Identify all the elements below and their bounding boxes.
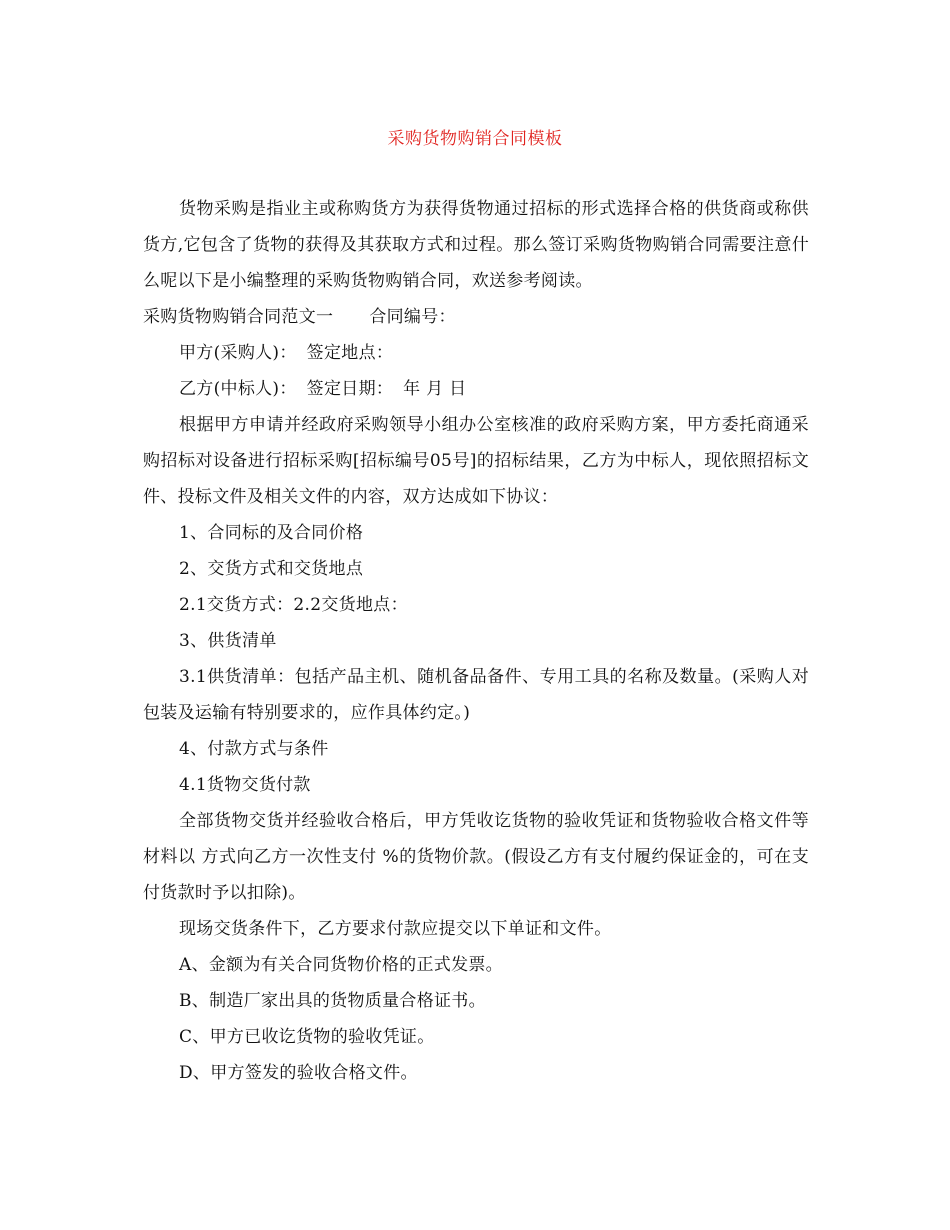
- document-item-c: C、甲方已收讫货物的验收凭证。: [179, 1027, 435, 1047]
- contract-number-label: 合同编号：: [369, 307, 456, 327]
- clause-4: 4、付款方式与条件: [179, 739, 329, 759]
- document-body: [143, 191, 809, 1091]
- party-a-line: [143, 335, 809, 371]
- intro-paragraph: 货物采购是指业主或称购货方为获得货物通过招标的形式选择合格的供货商或称供货方,它包含了货物的获得及其获取方式和过程。那么签订采购货物购销合同需要注意什么呢以下是小编整理的采购货物购销合同，欢送参考阅读。: [143, 199, 809, 291]
- party-b-line: [143, 371, 809, 407]
- document-item-d: D、甲方签发的验收合格文件。: [179, 1063, 418, 1083]
- basis-paragraph: 根据甲方申请并经政府采购领导小组办公室核准的政府采购方案，甲方委托商通采购招标对设备进行招标采购[招标编号05号]的招标结果，乙方为中标人，现依照招标文件、投标文件及相关文件的内容，双方达成如下协议：: [143, 415, 809, 507]
- clause-3: 3、供货清单: [179, 631, 277, 651]
- clause-4-1: 4.1货物交货付款: [179, 775, 311, 795]
- signing-place-label: 签定地点：: [306, 343, 394, 363]
- signing-date-label: 签定日期：: [306, 379, 394, 399]
- document-item-a: A、金额为有关合同货物价格的正式发票。: [179, 955, 503, 975]
- party-a-label: 甲方(采购人)：: [179, 343, 297, 363]
- section-heading: 采购货物购销合同范文一: [143, 307, 334, 327]
- clause-2-1: 2.1交货方式：2.2交货地点：: [179, 595, 408, 615]
- clause-3-1: 3.1供货清单：包括产品主机、随机备品备件、专用工具的名称及数量。(采购人对包装及运输有特别要求的，应作具体约定。): [143, 667, 809, 723]
- signing-date-value: 年 月 日: [403, 379, 467, 399]
- document-title: 采购货物购销合同模板: [387, 129, 563, 149]
- document-item-b: B、制造厂家出具的货物质量合格证书。: [179, 991, 486, 1011]
- onsite-delivery-paragraph: 现场交货条件下，乙方要求付款应提交以下单证和文件。: [179, 919, 612, 939]
- clause-2: 2、交货方式和交货地点: [179, 559, 364, 579]
- payment-paragraph: 全部货物交货并经验收合格后，甲方凭收讫货物的验收凭证和货物验收合格文件等材料以 方式向乙方一次性支付 %的货物价款。(假设乙方有支付履约保证金的，可在支付货款时予以扣除)。: [143, 811, 809, 903]
- section-heading-line: [143, 299, 809, 335]
- clause-1: 1、合同标的及合同价格: [179, 523, 364, 543]
- party-b-label: 乙方(中标人)：: [179, 379, 297, 399]
